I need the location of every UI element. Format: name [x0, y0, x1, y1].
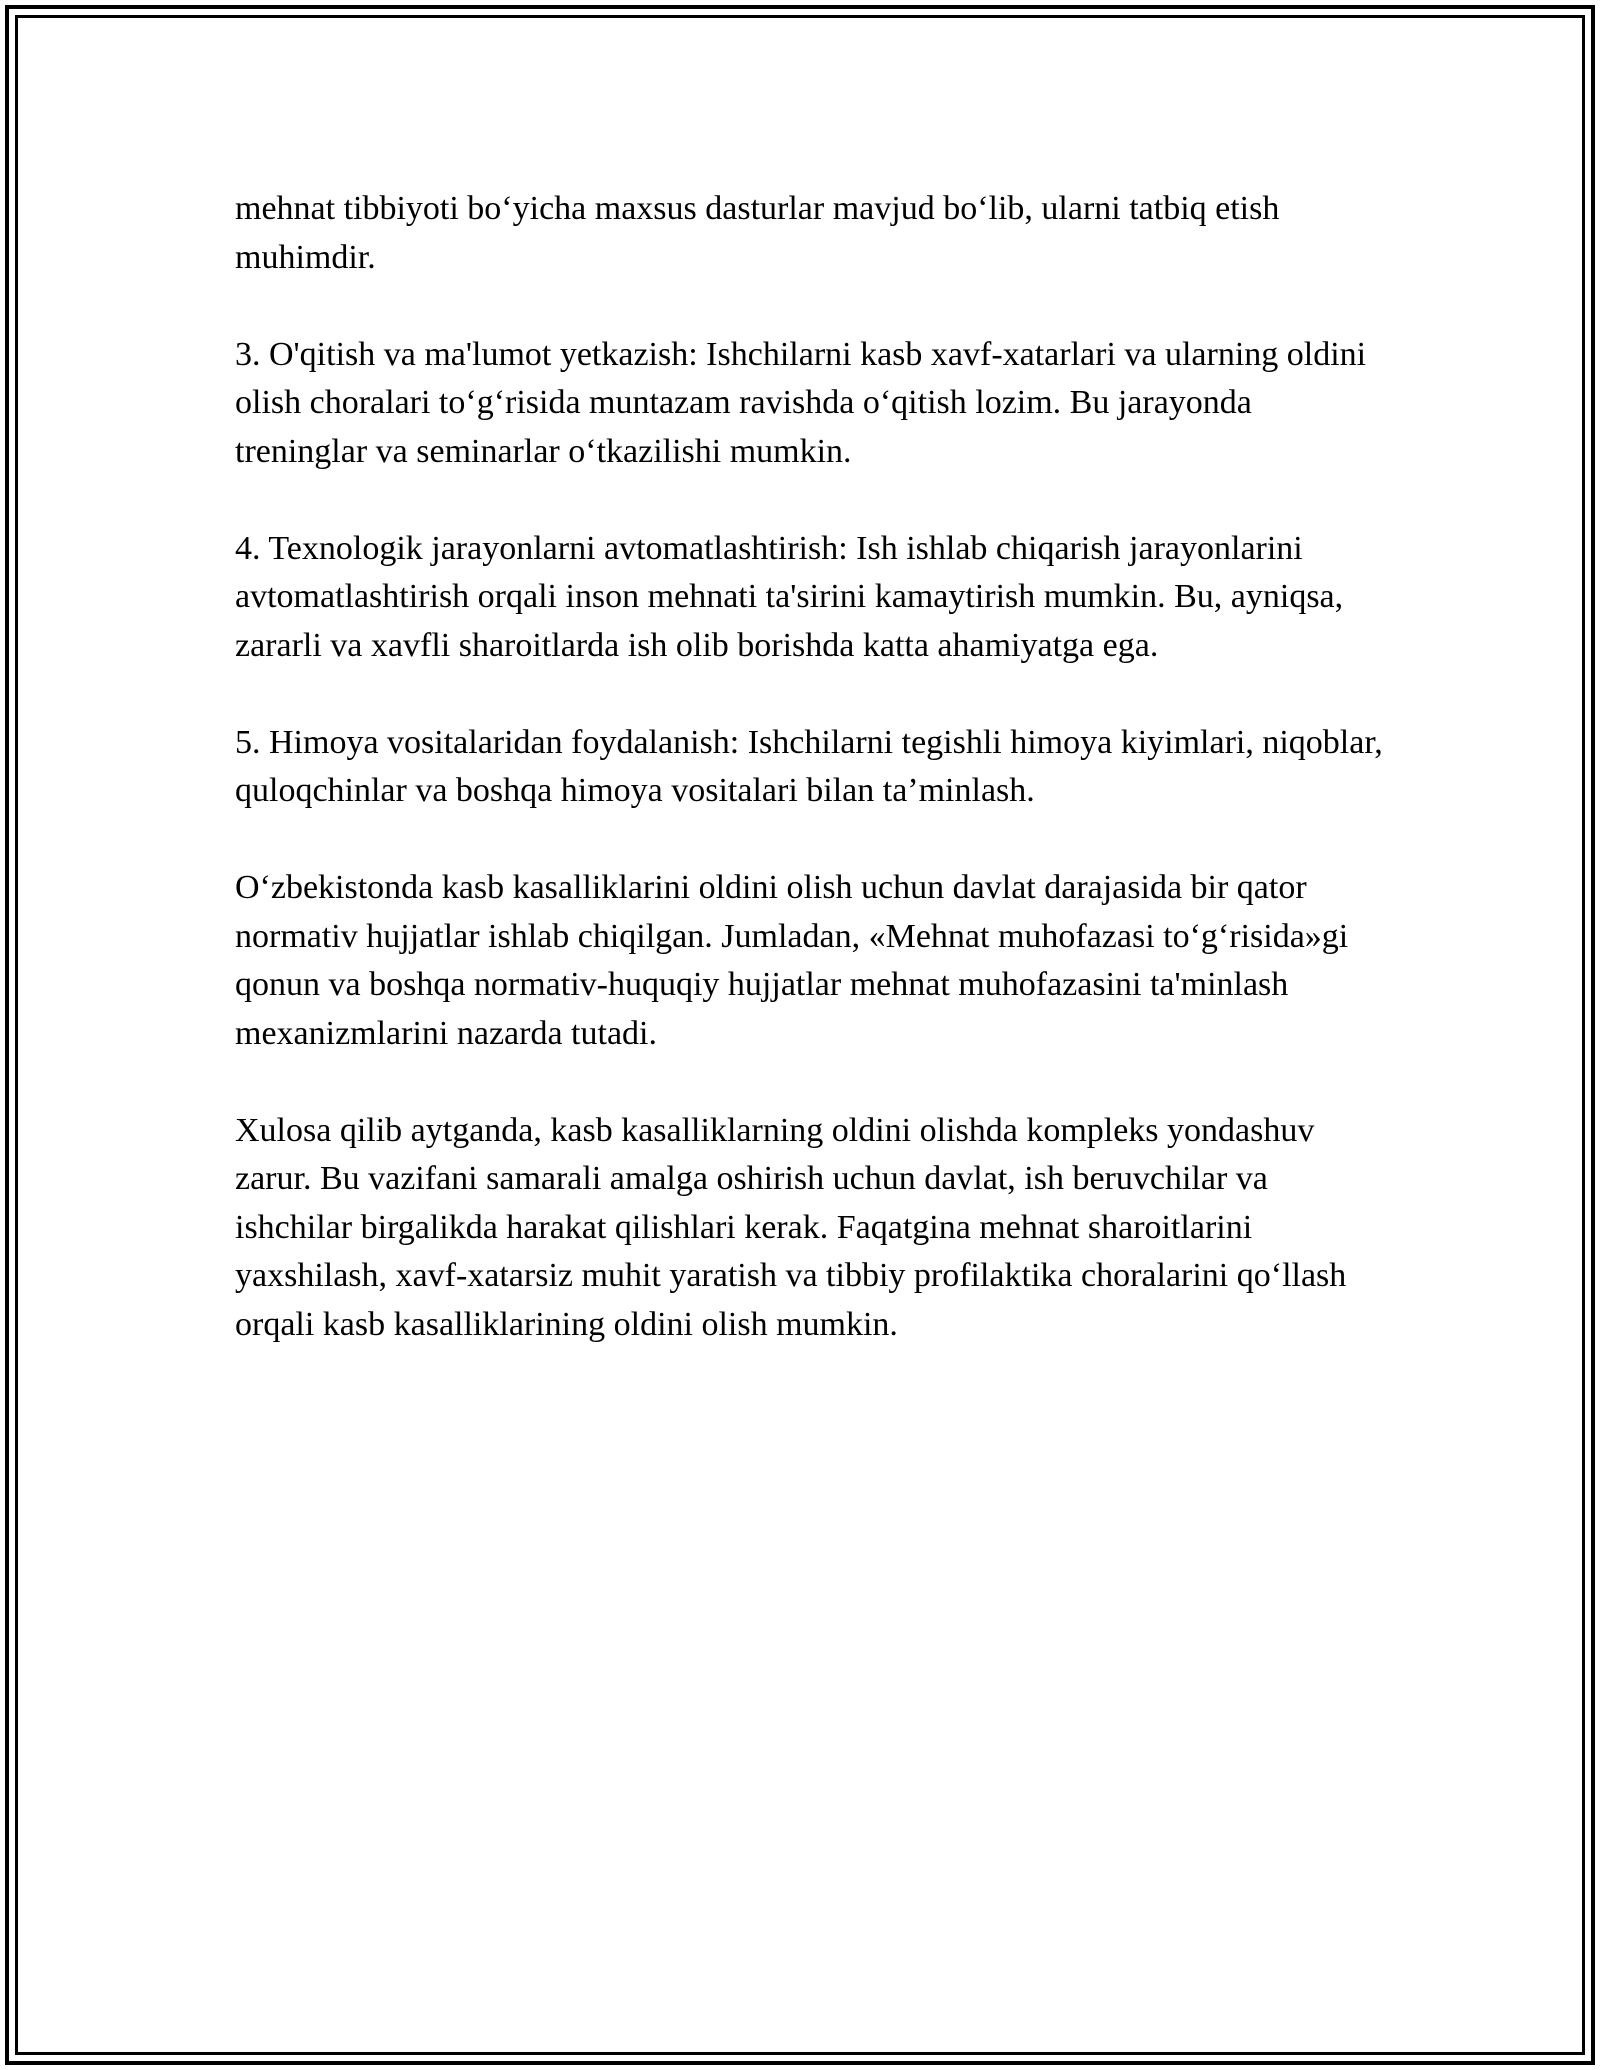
paragraph-conclusion: Xulosa qilib aytganda, kasb kasalliklarning oldini olishda kompleks yondashuv zarur. Bu vazifani samarali amalga oshirish uchun davlat, ish beruvchilar va ishchilar birgalikda harakat qilishlari kerak. Faqatgina mehnat sharoitlarini yaxshilash, xavf-xatarsiz muhit yaratish va tibbiy profilaktika choralarini qo‘llash orqali kasb kasalliklarining oldini olish mumkin. — [235, 1111, 1347, 1343]
paragraph-regulations: O‘zbekistonda kasb kasalliklarini oldini olish uchun davlat darajasida bir qator normativ hujjatlar ishlab chiqilgan. Jumladan, «Mehnat muhofazasi to‘g‘risida»gi qonun va boshqa normativ-huquqiy hujjatlar mehnat muhofazasini ta'minlash mexanizmlarini nazarda tutadi. — [235, 869, 1349, 1052]
paragraph-automation: 4. Texnologik jarayonlarni avtomatlashtirish: Ish ishlab chiqarish jarayonlarini avtomatlashtirish orqali inson mehnati ta'sirini kamaytirish mumkin. Bu, ayniqsa, zararli va xavfli sharoitlarda ish olib borishda katta ahamiyatga ega. — [235, 529, 1344, 664]
page-body — [235, 185, 1385, 1349]
paragraph-protective-equipment: 5. Himoya vositalaridan foydalanish: Ishchilarni tegishli himoya kiyimlari, niqoblar, quloqchinlar va boshqa himoya vositalari bilan ta’minlash. — [235, 723, 1383, 809]
paragraph-training: 3. O'qitish va ma'lumot yetkazish: Ishchilarni kasb xavf-xatarlari va ularning oldini olish choralari to‘g‘risida muntazam ravishda o‘qitish lozim. Bu jarayonda treninglar va seminarlar o‘tkazilishi mumkin. — [235, 335, 1367, 470]
paragraph-continuation: mehnat tibbiyoti bo‘yicha maxsus dasturlar mavjud bo‘lib, ularni tatbiq etish muhimdir. — [235, 190, 1280, 276]
